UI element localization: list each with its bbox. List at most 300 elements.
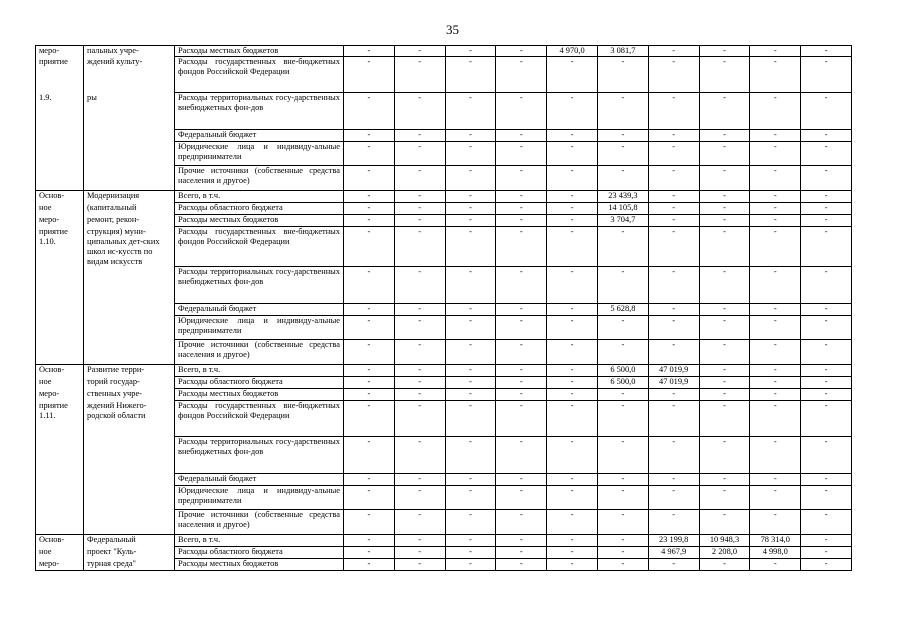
value-cell: - bbox=[496, 203, 547, 215]
value-cell: - bbox=[344, 401, 395, 437]
value-cell: - bbox=[445, 46, 496, 57]
value-cell: - bbox=[597, 437, 648, 474]
value-cell: - bbox=[547, 401, 598, 437]
funding-source-cell: Расходы территориальных госу-дарственных внебюджетных фон-дов bbox=[175, 437, 344, 474]
value-cell: - bbox=[344, 166, 395, 191]
measure-name-cell: Федеральный bbox=[84, 535, 175, 547]
funding-source-cell: Прочие источники (собственные средства населения и другое) bbox=[175, 510, 344, 535]
value-cell: - bbox=[394, 389, 445, 401]
value-cell: - bbox=[344, 304, 395, 316]
value-cell: - bbox=[648, 267, 699, 304]
value-cell: - bbox=[699, 57, 750, 93]
measure-cell: меро- bbox=[36, 215, 84, 227]
value-cell: - bbox=[344, 340, 395, 365]
value-cell: - bbox=[597, 316, 648, 340]
table-row bbox=[36, 547, 852, 559]
value-cell: - bbox=[344, 535, 395, 547]
value-cell: - bbox=[750, 304, 801, 316]
value-cell: - bbox=[648, 316, 699, 340]
value-cell: - bbox=[801, 389, 852, 401]
measure-name-cell: ры bbox=[84, 93, 175, 130]
value-cell: - bbox=[547, 316, 598, 340]
measure-cell: приятие 1.11. bbox=[36, 401, 84, 437]
value-cell: - bbox=[597, 559, 648, 571]
value-cell: - bbox=[394, 203, 445, 215]
value-cell: - bbox=[445, 510, 496, 535]
value-cell: - bbox=[597, 510, 648, 535]
value-cell: - bbox=[801, 304, 852, 316]
value-cell: - bbox=[750, 486, 801, 510]
value-cell: - bbox=[344, 559, 395, 571]
funding-source-cell: Расходы территориальных госу-дарственных внебюджетных фон-дов bbox=[175, 93, 344, 130]
value-cell: - bbox=[648, 304, 699, 316]
value-cell: - bbox=[547, 267, 598, 304]
measure-cell: Основ- bbox=[36, 365, 84, 377]
value-cell: - bbox=[344, 389, 395, 401]
value-cell: 78 314,0 bbox=[750, 535, 801, 547]
value-cell: - bbox=[445, 535, 496, 547]
value-cell: 3 704,7 bbox=[597, 215, 648, 227]
value-cell: - bbox=[445, 304, 496, 316]
value-cell: - bbox=[648, 227, 699, 267]
table-row bbox=[36, 130, 852, 142]
measure-name-cell bbox=[84, 510, 175, 535]
value-cell: - bbox=[394, 191, 445, 203]
value-cell: - bbox=[750, 437, 801, 474]
value-cell: - bbox=[801, 401, 852, 437]
value-cell: - bbox=[496, 340, 547, 365]
value-cell: - bbox=[394, 377, 445, 389]
value-cell: - bbox=[547, 166, 598, 191]
value-cell: - bbox=[699, 267, 750, 304]
value-cell: - bbox=[699, 191, 750, 203]
value-cell: - bbox=[801, 215, 852, 227]
value-cell: - bbox=[750, 377, 801, 389]
value-cell: - bbox=[801, 474, 852, 486]
value-cell: - bbox=[547, 340, 598, 365]
measure-cell: меро- bbox=[36, 559, 84, 571]
funding-source-cell: Всего, в т.ч. bbox=[175, 365, 344, 377]
value-cell: - bbox=[750, 203, 801, 215]
value-cell: - bbox=[445, 215, 496, 227]
value-cell: - bbox=[496, 437, 547, 474]
value-cell: - bbox=[445, 486, 496, 510]
value-cell: - bbox=[394, 365, 445, 377]
value-cell: - bbox=[445, 227, 496, 267]
measure-cell: меро- bbox=[36, 46, 84, 57]
measure-name-cell: пальных учре- bbox=[84, 46, 175, 57]
value-cell: - bbox=[801, 46, 852, 57]
value-cell: - bbox=[648, 437, 699, 474]
value-cell: 4 970,0 bbox=[547, 46, 598, 57]
value-cell: - bbox=[547, 437, 598, 474]
measure-name-cell bbox=[84, 267, 175, 304]
measure-name-cell: ремонт, рекон- bbox=[84, 215, 175, 227]
value-cell: - bbox=[547, 203, 598, 215]
value-cell: - bbox=[394, 227, 445, 267]
table-row bbox=[36, 215, 852, 227]
value-cell: - bbox=[496, 215, 547, 227]
measure-cell: приятие 1.10. bbox=[36, 227, 84, 267]
table-row bbox=[36, 486, 852, 510]
value-cell: - bbox=[445, 365, 496, 377]
measure-name-cell bbox=[84, 316, 175, 340]
funding-source-cell: Прочие источники (собственные средства населения и другое) bbox=[175, 166, 344, 191]
measure-name-cell: ственных учре- bbox=[84, 389, 175, 401]
value-cell: - bbox=[801, 191, 852, 203]
value-cell: - bbox=[801, 535, 852, 547]
value-cell: - bbox=[344, 215, 395, 227]
measure-name-cell bbox=[84, 166, 175, 191]
value-cell: - bbox=[547, 304, 598, 316]
table-row bbox=[36, 474, 852, 486]
value-cell: - bbox=[496, 57, 547, 93]
value-cell: - bbox=[496, 142, 547, 166]
funding-source-cell: Расходы государственных вне-бюджетных фондов Российской Федерации bbox=[175, 401, 344, 437]
value-cell: - bbox=[496, 486, 547, 510]
funding-source-cell: Юридические лица и индивиду-альные предприниматели bbox=[175, 316, 344, 340]
value-cell: 14 105,8 bbox=[597, 203, 648, 215]
value-cell: - bbox=[699, 130, 750, 142]
value-cell: - bbox=[394, 559, 445, 571]
value-cell: - bbox=[699, 377, 750, 389]
value-cell: - bbox=[648, 203, 699, 215]
value-cell: 6 500,0 bbox=[597, 365, 648, 377]
value-cell: - bbox=[648, 93, 699, 130]
measure-cell bbox=[36, 316, 84, 340]
value-cell: - bbox=[496, 389, 547, 401]
value-cell: - bbox=[547, 365, 598, 377]
value-cell: - bbox=[648, 510, 699, 535]
value-cell: - bbox=[801, 203, 852, 215]
table-row bbox=[36, 203, 852, 215]
value-cell: - bbox=[648, 340, 699, 365]
value-cell: - bbox=[445, 437, 496, 474]
value-cell: - bbox=[344, 547, 395, 559]
measure-cell bbox=[36, 474, 84, 486]
page-number: 35 bbox=[446, 22, 459, 37]
value-cell: - bbox=[597, 267, 648, 304]
table-row bbox=[36, 365, 852, 377]
value-cell: - bbox=[445, 474, 496, 486]
value-cell: - bbox=[801, 486, 852, 510]
measure-name-cell: струкция) муни-ципальных дет-ских школ ис-кусств по видам искусств bbox=[84, 227, 175, 267]
value-cell: - bbox=[445, 57, 496, 93]
value-cell: - bbox=[344, 93, 395, 130]
value-cell: - bbox=[445, 203, 496, 215]
measure-cell: ное bbox=[36, 377, 84, 389]
measure-cell bbox=[36, 166, 84, 191]
value-cell: - bbox=[445, 547, 496, 559]
value-cell: - bbox=[801, 142, 852, 166]
value-cell: - bbox=[699, 215, 750, 227]
value-cell: - bbox=[394, 535, 445, 547]
value-cell: - bbox=[445, 191, 496, 203]
value-cell: - bbox=[699, 227, 750, 267]
value-cell: - bbox=[394, 340, 445, 365]
table-row bbox=[36, 227, 852, 267]
value-cell: - bbox=[699, 203, 750, 215]
value-cell: - bbox=[547, 377, 598, 389]
value-cell: - bbox=[648, 57, 699, 93]
value-cell: - bbox=[547, 389, 598, 401]
measure-cell: меро- bbox=[36, 389, 84, 401]
value-cell: - bbox=[699, 365, 750, 377]
measure-cell: Основ- bbox=[36, 535, 84, 547]
funding-source-cell: Федеральный бюджет bbox=[175, 130, 344, 142]
value-cell: - bbox=[394, 57, 445, 93]
value-cell: - bbox=[547, 486, 598, 510]
table-row bbox=[36, 401, 852, 437]
value-cell: - bbox=[547, 191, 598, 203]
measure-cell bbox=[36, 510, 84, 535]
value-cell: 47 019,9 bbox=[648, 365, 699, 377]
value-cell: - bbox=[394, 215, 445, 227]
value-cell: - bbox=[394, 316, 445, 340]
funding-source-cell: Прочие источники (собственные средства населения и другое) bbox=[175, 340, 344, 365]
funding-source-cell: Юридические лица и индивиду-альные предприниматели bbox=[175, 486, 344, 510]
value-cell: - bbox=[394, 401, 445, 437]
value-cell: - bbox=[597, 227, 648, 267]
measure-name-cell bbox=[84, 142, 175, 166]
value-cell: - bbox=[597, 547, 648, 559]
value-cell: - bbox=[597, 142, 648, 166]
value-cell: - bbox=[801, 166, 852, 191]
value-cell: 10 948,3 bbox=[699, 535, 750, 547]
value-cell: - bbox=[597, 130, 648, 142]
value-cell: - bbox=[801, 365, 852, 377]
value-cell: - bbox=[648, 130, 699, 142]
value-cell: - bbox=[648, 191, 699, 203]
value-cell: - bbox=[445, 340, 496, 365]
value-cell: - bbox=[801, 510, 852, 535]
value-cell: - bbox=[547, 93, 598, 130]
value-cell: - bbox=[496, 191, 547, 203]
funding-source-cell: Юридические лица и индивиду-альные предприниматели bbox=[175, 142, 344, 166]
table-row bbox=[36, 377, 852, 389]
measure-cell bbox=[36, 130, 84, 142]
table-row bbox=[36, 57, 852, 93]
table-row bbox=[36, 316, 852, 340]
value-cell: - bbox=[547, 535, 598, 547]
value-cell: - bbox=[547, 547, 598, 559]
value-cell: - bbox=[547, 57, 598, 93]
value-cell: - bbox=[344, 57, 395, 93]
value-cell: - bbox=[750, 215, 801, 227]
value-cell: - bbox=[699, 474, 750, 486]
value-cell: - bbox=[801, 93, 852, 130]
value-cell: - bbox=[750, 227, 801, 267]
value-cell: - bbox=[699, 316, 750, 340]
funding-source-cell: Расходы государственных вне-бюджетных фондов Российской Федерации bbox=[175, 57, 344, 93]
funding-source-cell: Расходы областного бюджета bbox=[175, 377, 344, 389]
funding-source-cell: Федеральный бюджет bbox=[175, 304, 344, 316]
value-cell: - bbox=[496, 559, 547, 571]
measure-cell bbox=[36, 340, 84, 365]
value-cell: 2 208,0 bbox=[699, 547, 750, 559]
value-cell: - bbox=[801, 377, 852, 389]
value-cell: - bbox=[750, 130, 801, 142]
funding-source-cell: Расходы местных бюджетов bbox=[175, 215, 344, 227]
value-cell: - bbox=[750, 191, 801, 203]
value-cell: - bbox=[547, 227, 598, 267]
value-cell: - bbox=[750, 316, 801, 340]
value-cell: - bbox=[597, 57, 648, 93]
value-cell: - bbox=[750, 559, 801, 571]
value-cell: - bbox=[699, 304, 750, 316]
value-cell: - bbox=[801, 547, 852, 559]
table-row bbox=[36, 559, 852, 571]
value-cell: - bbox=[547, 559, 598, 571]
measure-name-cell: ждений Нижего-родской области bbox=[84, 401, 175, 437]
value-cell: - bbox=[699, 559, 750, 571]
value-cell: - bbox=[445, 377, 496, 389]
funding-source-cell: Расходы местных бюджетов bbox=[175, 389, 344, 401]
funding-source-cell: Всего, в т.ч. bbox=[175, 191, 344, 203]
value-cell: - bbox=[496, 401, 547, 437]
value-cell: - bbox=[750, 142, 801, 166]
value-cell: - bbox=[750, 57, 801, 93]
value-cell: - bbox=[597, 535, 648, 547]
value-cell: - bbox=[750, 365, 801, 377]
value-cell: - bbox=[547, 130, 598, 142]
value-cell: 23 439,3 bbox=[597, 191, 648, 203]
value-cell: - bbox=[648, 474, 699, 486]
measure-cell bbox=[36, 142, 84, 166]
funding-source-cell: Расходы областного бюджета bbox=[175, 547, 344, 559]
value-cell: 6 500,0 bbox=[597, 377, 648, 389]
value-cell: - bbox=[394, 304, 445, 316]
value-cell: - bbox=[344, 46, 395, 57]
table-row bbox=[36, 535, 852, 547]
value-cell: - bbox=[547, 510, 598, 535]
value-cell: - bbox=[394, 474, 445, 486]
value-cell: - bbox=[394, 166, 445, 191]
value-cell: - bbox=[547, 142, 598, 166]
value-cell: - bbox=[699, 166, 750, 191]
value-cell: - bbox=[344, 377, 395, 389]
value-cell: - bbox=[394, 130, 445, 142]
value-cell: - bbox=[648, 401, 699, 437]
budget-table bbox=[35, 45, 852, 571]
value-cell: - bbox=[445, 93, 496, 130]
value-cell: - bbox=[344, 142, 395, 166]
value-cell: - bbox=[496, 130, 547, 142]
value-cell: - bbox=[394, 547, 445, 559]
measure-name-cell: Модернизация bbox=[84, 191, 175, 203]
measure-name-cell bbox=[84, 340, 175, 365]
value-cell: - bbox=[699, 46, 750, 57]
measure-cell: приятие bbox=[36, 57, 84, 93]
value-cell: - bbox=[496, 547, 547, 559]
table-row bbox=[36, 191, 852, 203]
value-cell: - bbox=[496, 304, 547, 316]
value-cell: - bbox=[445, 401, 496, 437]
measure-cell bbox=[36, 437, 84, 474]
value-cell: - bbox=[344, 191, 395, 203]
value-cell: - bbox=[699, 486, 750, 510]
value-cell: - bbox=[496, 267, 547, 304]
value-cell: - bbox=[496, 46, 547, 57]
value-cell: - bbox=[496, 377, 547, 389]
value-cell: - bbox=[394, 486, 445, 510]
measure-cell bbox=[36, 267, 84, 304]
value-cell: - bbox=[648, 389, 699, 401]
table-row bbox=[36, 93, 852, 130]
value-cell: - bbox=[496, 166, 547, 191]
value-cell: - bbox=[699, 142, 750, 166]
value-cell: - bbox=[394, 437, 445, 474]
value-cell: - bbox=[496, 316, 547, 340]
measure-name-cell: турная среда" bbox=[84, 559, 175, 571]
measure-name-cell: ждений культу- bbox=[84, 57, 175, 93]
value-cell: - bbox=[597, 474, 648, 486]
value-cell: - bbox=[394, 142, 445, 166]
value-cell: - bbox=[699, 389, 750, 401]
funding-source-cell: Федеральный бюджет bbox=[175, 474, 344, 486]
value-cell: - bbox=[750, 93, 801, 130]
value-cell: - bbox=[801, 227, 852, 267]
measure-name-cell bbox=[84, 304, 175, 316]
measure-name-cell bbox=[84, 474, 175, 486]
table-row bbox=[36, 510, 852, 535]
table-row bbox=[36, 142, 852, 166]
measure-name-cell bbox=[84, 437, 175, 474]
value-cell: - bbox=[750, 340, 801, 365]
table-row bbox=[36, 46, 852, 57]
value-cell: - bbox=[801, 316, 852, 340]
measure-name-cell: торий государ- bbox=[84, 377, 175, 389]
value-cell: - bbox=[496, 93, 547, 130]
value-cell: - bbox=[750, 474, 801, 486]
table-row bbox=[36, 267, 852, 304]
value-cell: - bbox=[699, 510, 750, 535]
value-cell: - bbox=[648, 46, 699, 57]
value-cell: 23 199,8 bbox=[648, 535, 699, 547]
value-cell: 5 628,8 bbox=[597, 304, 648, 316]
funding-source-cell: Расходы местных бюджетов bbox=[175, 559, 344, 571]
funding-source-cell: Всего, в т.ч. bbox=[175, 535, 344, 547]
value-cell: - bbox=[344, 227, 395, 267]
value-cell: - bbox=[445, 316, 496, 340]
value-cell: - bbox=[801, 437, 852, 474]
value-cell: - bbox=[445, 267, 496, 304]
value-cell: - bbox=[648, 215, 699, 227]
value-cell: - bbox=[801, 57, 852, 93]
value-cell: - bbox=[445, 142, 496, 166]
measure-cell: ное bbox=[36, 203, 84, 215]
measure-cell bbox=[36, 486, 84, 510]
value-cell: - bbox=[597, 340, 648, 365]
measure-name-cell: Развитие терри- bbox=[84, 365, 175, 377]
measure-cell: 1.9. bbox=[36, 93, 84, 130]
value-cell: - bbox=[445, 130, 496, 142]
value-cell: - bbox=[344, 316, 395, 340]
value-cell: - bbox=[445, 166, 496, 191]
measure-name-cell: (капитальный bbox=[84, 203, 175, 215]
measure-cell bbox=[36, 304, 84, 316]
value-cell: - bbox=[445, 389, 496, 401]
value-cell: - bbox=[801, 130, 852, 142]
value-cell: - bbox=[648, 486, 699, 510]
measure-cell: Основ- bbox=[36, 191, 84, 203]
value-cell: - bbox=[496, 474, 547, 486]
value-cell: - bbox=[496, 365, 547, 377]
table-row bbox=[36, 166, 852, 191]
value-cell: - bbox=[394, 510, 445, 535]
value-cell: - bbox=[750, 267, 801, 304]
value-cell: - bbox=[344, 486, 395, 510]
